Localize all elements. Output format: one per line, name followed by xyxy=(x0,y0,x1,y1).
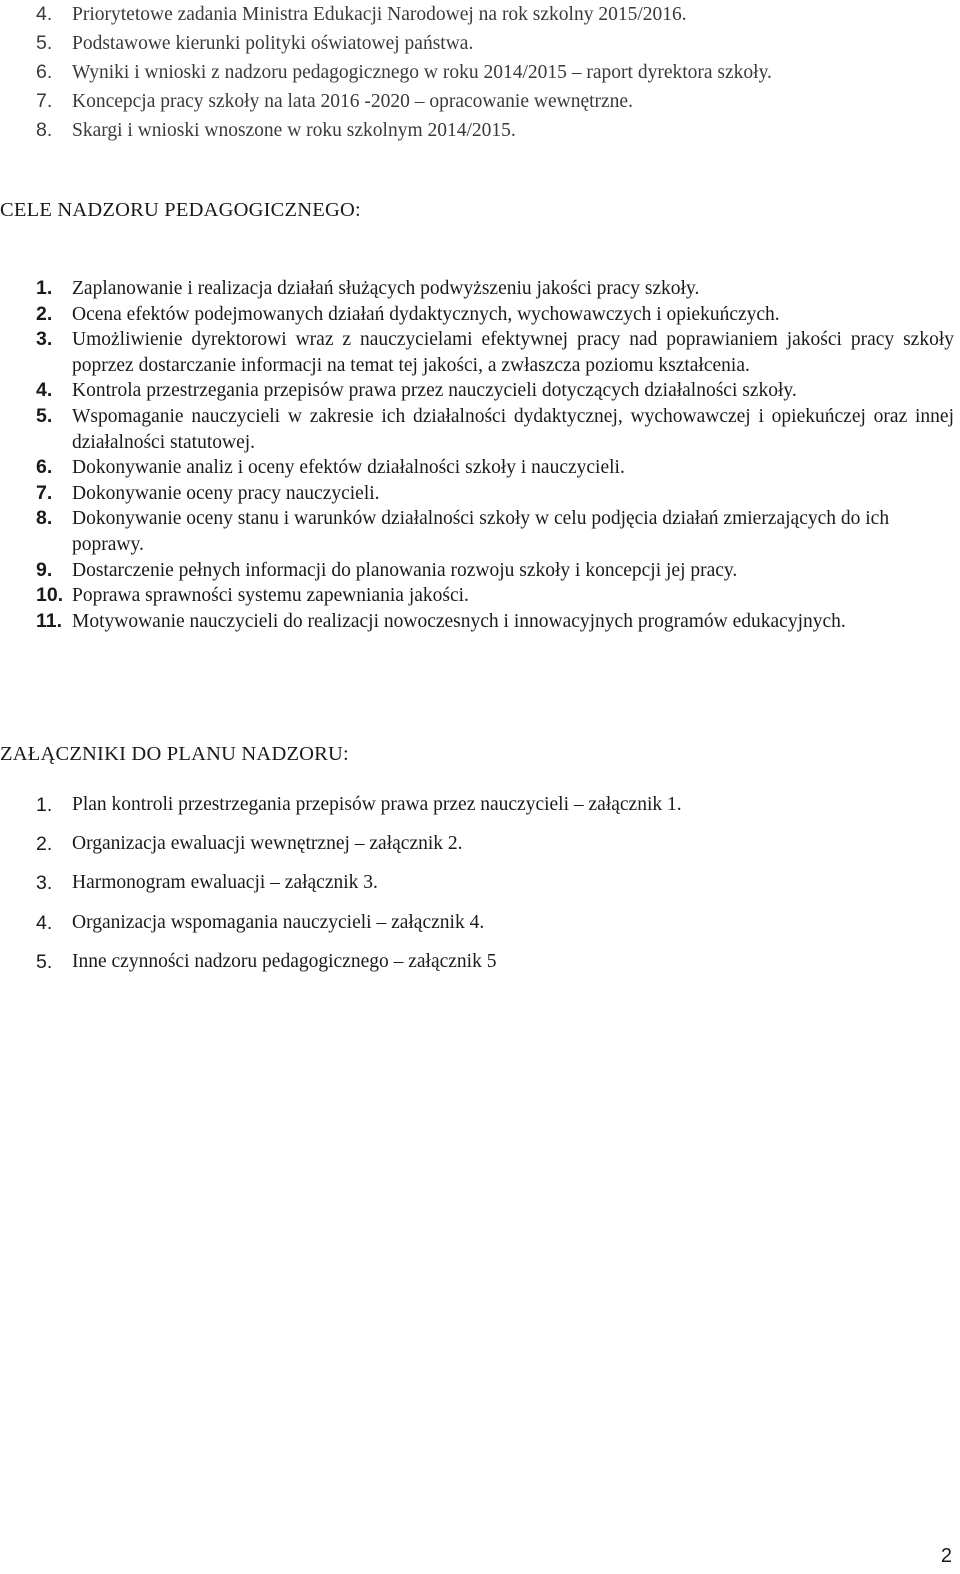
list-item-text: Umożliwienie dyrektorowi wraz z nauczycielami efektywnej pracy nad poprawianiem jakości pracy szkoły poprzez dostarczanie informacji na temat tej jakości, a zwłaszcza poziomu kształcenia. xyxy=(72,329,954,376)
list-item-text: Dostarczenie pełnych informacji do planowania rozwoju szkoły i koncepcji jej pracy. xyxy=(72,559,738,581)
list-item xyxy=(36,792,954,831)
list-item xyxy=(36,116,954,145)
list-item-number: 8. xyxy=(36,507,53,530)
list-item xyxy=(36,0,954,29)
list-item xyxy=(36,378,954,404)
list-item-text: Organizacja ewaluacji wewnętrznej – załącznik 2. xyxy=(72,833,463,855)
list-item-number: 6. xyxy=(36,61,53,83)
list-item xyxy=(36,609,954,635)
list-item-number: 4. xyxy=(36,911,53,934)
list-item xyxy=(36,29,954,58)
list-item xyxy=(36,506,954,557)
page-number: 2 xyxy=(940,1545,952,1567)
list-item xyxy=(36,870,954,909)
list-item-number: 7. xyxy=(36,481,53,504)
list-item-number: 7. xyxy=(36,90,53,112)
list-item-text: Skargi i wnioski wnoszone w roku szkolnym 2014/2015. xyxy=(72,120,516,141)
list-item-text: Zaplanowanie i realizacja działań służących podwyższeniu jakości pracy szkoły. xyxy=(72,278,700,299)
legal-basis-list xyxy=(36,0,954,145)
annex-list xyxy=(36,792,954,988)
list-item-text: Dokonywanie analiz i oceny efektów działalności szkoły i nauczycieli. xyxy=(72,457,625,479)
list-item xyxy=(36,831,954,870)
list-item-number: 5. xyxy=(36,950,53,973)
list-item-text: Harmonogram ewaluacji – załącznik 3. xyxy=(72,872,378,894)
list-item xyxy=(36,87,954,116)
goals-heading: CELE NADZORU PEDAGOGICZNEGO: xyxy=(0,199,361,221)
list-item-text: Plan kontroli przestrzegania przepisów prawa przez nauczycieli – załącznik 1. xyxy=(72,794,682,815)
list-item-text: Ocena efektów podejmowanych działań dydaktycznych, wychowawczych i opiekuńczych. xyxy=(72,303,780,325)
list-item xyxy=(36,558,954,584)
list-item-text: Priorytetowe zadania Ministra Edukacji Narodowej na rok szkolny 2015/2016. xyxy=(72,4,687,25)
list-item xyxy=(36,404,954,455)
list-item xyxy=(36,455,954,481)
list-item xyxy=(36,949,954,988)
list-item-number: 1. xyxy=(36,794,53,816)
list-item-number: 2. xyxy=(36,833,53,856)
list-item-text: Motywowanie nauczycieli do realizacji nowoczesnych i innowacyjnych programów edukacyjnych. xyxy=(72,610,846,632)
list-item-number: 9. xyxy=(36,558,53,581)
list-item-number: 5. xyxy=(36,404,53,427)
list-item xyxy=(36,327,954,378)
list-item xyxy=(36,583,954,609)
list-item-number: 3. xyxy=(36,872,53,895)
list-item-text: Koncepcja pracy szkoły na lata 2016 -2020 – opracowanie wewnętrzne. xyxy=(72,91,633,112)
list-item-number: 6. xyxy=(36,456,53,479)
list-item-number: 3. xyxy=(36,328,53,351)
list-item xyxy=(36,58,954,87)
list-item-text: Organizacja wspomagania nauczycieli – załącznik 4. xyxy=(72,911,485,933)
list-item-number: 10. xyxy=(36,584,64,607)
list-item-number: 4. xyxy=(36,3,53,25)
list-item-text: Inne czynności nadzoru pedagogicznego – załącznik 5 xyxy=(72,950,497,972)
list-item-number: 8. xyxy=(36,119,53,141)
list-item xyxy=(36,276,954,302)
list-item-number: 5. xyxy=(36,32,53,54)
list-item-text: Dokonywanie oceny stanu i warunków działalności szkoły w celu podjęcia działań zmierzających do ich poprawy. xyxy=(72,508,890,555)
annex-heading: ZAŁĄCZNIKI DO PLANU NADZORU: xyxy=(0,743,349,765)
list-item-text: Kontrola przestrzegania przepisów prawa przez nauczycieli dotyczących działalności szkoły. xyxy=(72,380,797,402)
list-item-number: 2. xyxy=(36,302,53,325)
list-item-number: 1. xyxy=(36,277,53,299)
list-item-text: Poprawa sprawności systemu zapewniania jakości. xyxy=(72,585,469,607)
goals-list xyxy=(36,276,954,634)
list-item xyxy=(36,481,954,507)
list-item xyxy=(36,910,954,949)
list-item-text: Wyniki i wnioski z nadzoru pedagogicznego w roku 2014/2015 – raport dyrektora szkoły. xyxy=(72,62,772,83)
list-item-text: Wspomaganie nauczycieli w zakresie ich działalności dydaktycznej, wychowawczej i opiekuńczej oraz innej działalności statutowej. xyxy=(72,405,954,453)
list-item-number: 11. xyxy=(36,609,63,632)
list-item-text: Podstawowe kierunki polityki oświatowej państwa. xyxy=(72,33,474,54)
list-item-text: Dokonywanie oceny pracy nauczycieli. xyxy=(72,482,380,504)
list-item xyxy=(36,302,954,328)
list-item-number: 4. xyxy=(36,379,53,402)
